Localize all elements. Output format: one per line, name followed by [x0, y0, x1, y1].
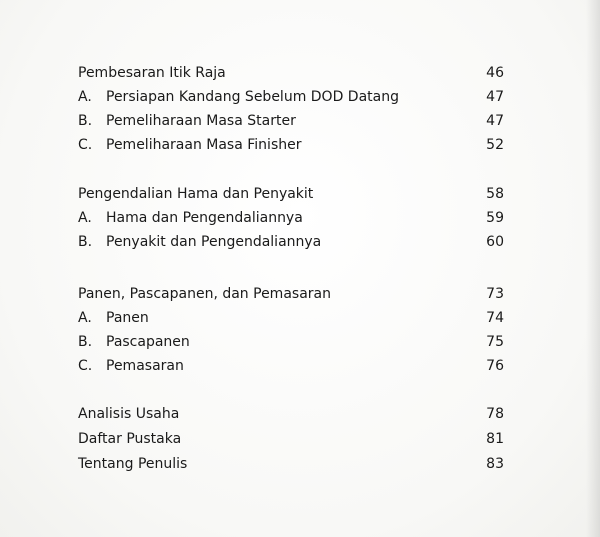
- toc-section-title: [78, 183, 504, 205]
- toc-closing-entry: [78, 428, 504, 450]
- toc-item: [78, 110, 504, 132]
- toc-item: [78, 231, 504, 253]
- page-number: 60: [486, 234, 504, 250]
- toc-closing-entry: [78, 403, 504, 425]
- toc-closing-entry: [78, 453, 504, 475]
- entry-label: Analisis Usaha: [78, 406, 180, 422]
- item-label: Pemeliharaan Masa Finisher: [106, 137, 302, 153]
- page-number: 52: [486, 137, 504, 153]
- item-letter: A.: [78, 310, 92, 326]
- page-number: 58: [486, 186, 504, 202]
- item-label: Pemasaran: [106, 358, 184, 374]
- entry-label: Tentang Penulis: [78, 456, 188, 472]
- page-number: 81: [486, 431, 504, 447]
- page-number: 73: [486, 286, 504, 302]
- toc-section-title: [78, 62, 504, 84]
- item-label: Persiapan Kandang Sebelum DOD Datang: [106, 89, 399, 105]
- item-letter: B.: [78, 334, 93, 350]
- item-letter: B.: [78, 113, 93, 129]
- page-number: 75: [486, 334, 504, 350]
- page-number: 59: [486, 210, 504, 226]
- item-letter: C.: [78, 358, 93, 374]
- item-letter: A.: [78, 210, 92, 226]
- toc-item: [78, 307, 504, 329]
- page-number: 83: [486, 456, 504, 472]
- page-number: 74: [486, 310, 504, 326]
- item-label: Pascapanen: [106, 334, 190, 350]
- toc-item: [78, 134, 504, 156]
- item-label: Hama dan Pengendaliannya: [106, 210, 303, 226]
- page-number: 46: [486, 65, 504, 81]
- page-number: 47: [486, 89, 504, 105]
- item-label: Panen: [106, 310, 149, 326]
- item-letter: A.: [78, 89, 92, 105]
- toc-item: [78, 355, 504, 377]
- section-title: Pengendalian Hama dan Penyakit: [78, 186, 314, 202]
- page-number: 76: [486, 358, 504, 374]
- section-title: Pembesaran Itik Raja: [78, 65, 226, 81]
- page-number: 47: [486, 113, 504, 129]
- item-letter: B.: [78, 234, 93, 250]
- item-letter: C.: [78, 137, 93, 153]
- toc-section-title: [78, 283, 504, 305]
- entry-label: Daftar Pustaka: [78, 431, 182, 447]
- toc-item: [78, 331, 504, 353]
- page-number: 78: [486, 406, 504, 422]
- item-label: Pemeliharaan Masa Starter: [106, 113, 296, 129]
- item-label: Penyakit dan Pengendaliannya: [106, 234, 322, 250]
- toc-item: [78, 86, 504, 108]
- section-title: Panen, Pascapanen, dan Pemasaran: [78, 286, 331, 302]
- toc-item: [78, 207, 504, 229]
